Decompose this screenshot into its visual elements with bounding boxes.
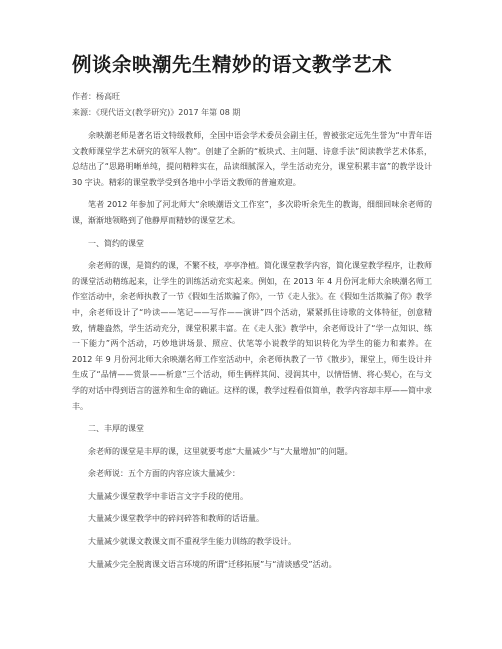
quote-item-3: 大量减少就课文教课文而不重视学生能力训练的教学设计。 [88, 537, 296, 547]
section-heading-2: 二、丰厚的课堂 [88, 424, 144, 434]
article-source: 来源：《现代语文(教学研究)》2017 年第 08 期 [72, 108, 241, 117]
article-title: 例谈余映潮先生精妙的语文教学艺术 [72, 53, 393, 76]
section-heading-1: 一、简约的课堂 [88, 238, 144, 248]
quote-item-2: 大量减少课堂教学中的碎问碎答和教师的话语量。 [88, 514, 264, 524]
intro-paragraph-1: 余映潮老师是著名语文特级教师，全国中语会学术委员会副主任，曾被张定远先生誉为“中青年语文教师课堂学艺术研究的领军人物”。创建了全新的“板块式、主问题、诗意手法”阅读教学艺术体系，总结出了“思路明晰单纯，提问精粹实在，品读细腻深入，学生活动充分，课堂积累丰富”的教学设计 30 字诀。精彩的课堂教学受到各地中小学语文教师的普遍欢迎。 [72, 131, 432, 187]
quote-item-1: 大量减少课堂教学中非语言文字手段的使用。 [88, 491, 248, 501]
section1-paragraph: 余老师的课，是简约的课，不繁不枝，亭亭净植。简化课堂教学内容，简化课堂教学程序，让教师的课堂活动精练起来，让学生的训练活动充实起来。例如，在 2013 年 4 月份河北师大余映潮名师工作室活动中，余老师执教了一节《假如生活欺骗了你》，一节《走人张》。在《假如生活欺骗了你》教学中，余老师设计了“吟读——笔记——写作——演讲”四个活动，紧紧抓住诗歌的文体特征，创意精致，情趣盎然，学生活动充分，课堂积累丰富。在《走人张》教学中，余老师设计了“学一点知识、练一下能力”两个活动，巧妙地讲场景、照应、伏笔等小说教学的知识转化为学生的能力和素养。在 2012 年 9 月份河北师大余映潮名师工作室活动中，余老师执教了一节《散步》，课堂上，师生设计并生成了“品情——赏景——析意”三个活动，师生俩样其间、浸润其中，以情悟情、将心契心，在与文学的对话中得到语言的滋养和生命的确证。这样的课，教学过程看似简单，教学内容却丰厚——简中求丰。 [72, 261, 432, 411]
quote-item-4: 大量减少完全脱离课文语言环境的所谓“迁移拓展”与“清谈感受”活动。 [88, 559, 337, 569]
section2-paragraph: 余老师的课堂是丰厚的课，这里就要考虑“大量减少”与“大量增加”的问题。 [88, 446, 353, 456]
quote-intro: 余老师说：五个方面的内容应该大量减少： [88, 469, 240, 479]
article-author: 作者：杨高旺 [72, 92, 120, 101]
intro-paragraph-2: 笔者 2012 年参加了河北师大“余映潮语文工作室”，多次聆听余先生的教诲，细细回味余老师的课，渐渐地领略到了他静厚而精妙的课堂艺术。 [72, 200, 432, 225]
